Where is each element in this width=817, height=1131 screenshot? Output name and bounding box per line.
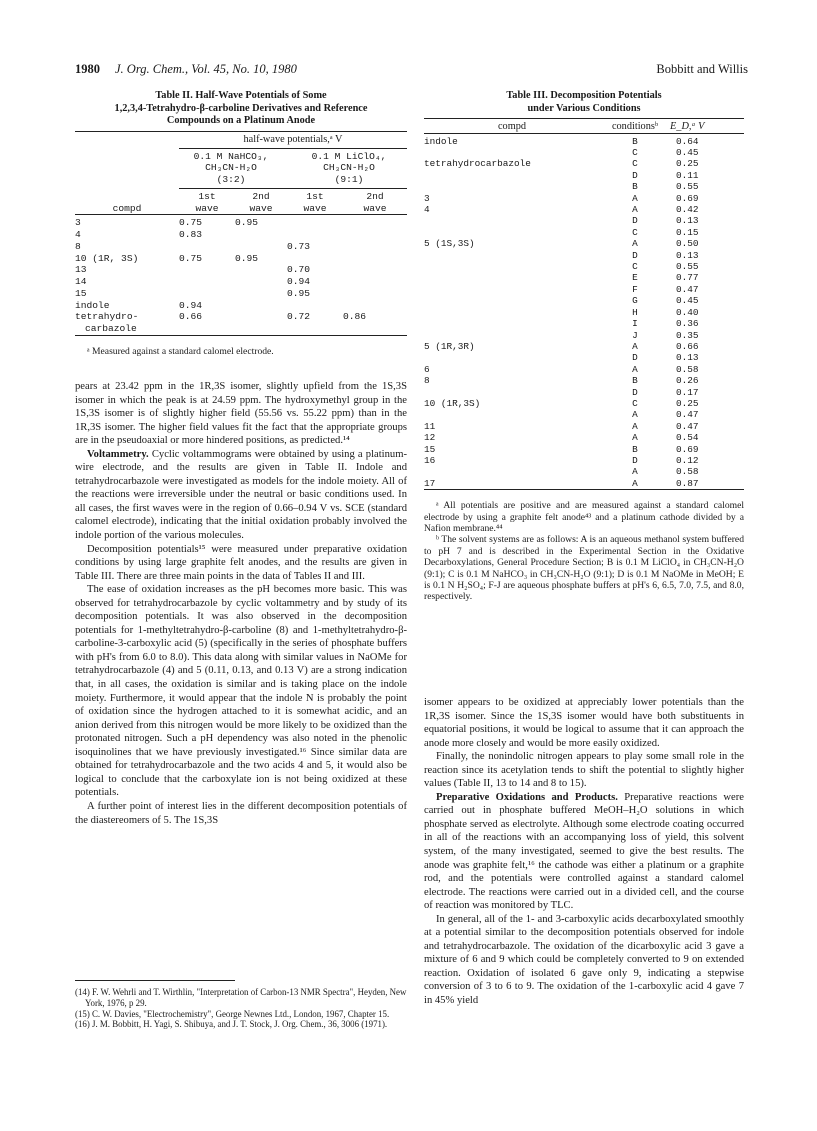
compd-cell <box>424 227 600 238</box>
table-row <box>424 432 744 443</box>
table-row <box>424 170 744 181</box>
table-row <box>424 352 744 363</box>
table-row: 13 0.70 <box>75 264 311 276</box>
compd-cell: 5 (1R,3R) <box>424 340 475 352</box>
compd-cell: 16 <box>424 454 436 466</box>
conditions-cell: D <box>632 454 638 466</box>
reference-item: (15) C. W. Davies, "Electrochemistry", George Newnes Ltd., London, 1967, Chapter 15. <box>75 1008 390 1019</box>
ed-cell: 0.55 <box>676 181 699 193</box>
compd-cell <box>424 215 600 226</box>
table-3-grid <box>424 121 744 494</box>
table-2-title-line: Table II. Half-Wave Potentials of Some <box>155 90 327 101</box>
conditions-cell: A <box>632 192 638 204</box>
ed-cell: 0.45 <box>676 147 699 158</box>
ed-cell: 0.77 <box>676 272 699 284</box>
ed-cell: 0.42 <box>676 204 699 216</box>
table-2-grid <box>75 134 407 340</box>
compd-cell: tetrahydrocarbazole <box>424 158 531 170</box>
table-2-title <box>75 90 407 128</box>
table-row <box>424 375 744 386</box>
conditions-cell: A <box>632 363 638 375</box>
table-row <box>424 272 744 283</box>
conditions-cell: C <box>632 261 638 273</box>
table-row <box>424 455 744 466</box>
conditions-cell: D <box>632 215 638 227</box>
conditions-cell: H <box>632 306 638 318</box>
compd-cell <box>424 387 600 398</box>
table-row <box>424 158 744 169</box>
conditions-cell: C <box>632 147 638 158</box>
table-row <box>424 307 744 318</box>
conditions-cell: J <box>632 329 638 341</box>
compd-cell: 12 <box>424 432 436 444</box>
ed-cell: 0.66 <box>676 340 699 352</box>
paragraph: isomer appears to be oxidized at appreciably lower potentials than the 1R,3S isomer. Since the 1S,3S isomer would have both substituents in equatorial positions, it would be logical to assume that it can approach the anode more closely and would be more easily oxidized. <box>424 697 744 749</box>
compd-cell <box>424 261 600 272</box>
compd-cell <box>424 272 600 283</box>
conditions-cell: E <box>632 272 638 284</box>
ed-cell: 0.13 <box>676 352 699 364</box>
ed-cell: 0.45 <box>676 295 699 307</box>
table-row: 10 (1R, 3S) 0.75 0.95 <box>75 252 259 264</box>
table-row: indole 0.94 <box>75 299 203 311</box>
paragraph: A further point of interest lies in the different decomposition potentials of the diastereomers of 5. The 1S,3S <box>75 800 407 826</box>
table-row <box>424 238 744 249</box>
compd-cell <box>424 330 600 341</box>
compd-cell <box>424 147 600 158</box>
table-row <box>424 318 744 329</box>
ed-header: E_D,ᵃ V <box>670 121 705 133</box>
ed-cell: 0.58 <box>676 466 699 478</box>
conditions-cell: A <box>632 420 638 432</box>
conditions-cell: A <box>632 432 638 444</box>
potentials-span-header: half-wave potentials,ᵃ V <box>179 134 407 148</box>
table-row <box>424 387 744 398</box>
wave-header: 1st wave <box>303 190 327 214</box>
paragraph: Preparative Oxidations and Products. Preparative reactions were carried out in phosphate buffered MeOH–H₂O solutions in which phosphate served as electrolyte. Although some electrode coating occurred in all of the reactions with an accompanying loss of yield, this solvent system, of the many investigated, seemed to give the best results. The anode was graphite felt,¹⁶ the cathode was either a platinum or a graphite rod, and the potentials were controlled against a standard calomel electrode. The reactions were carried out in a divided cell, and the course of reaction was monitored by TLC. <box>424 791 744 912</box>
footnote-b: ᵇ The solvent systems are as follows: A is an aqueous methanol system buffered to pH 7 and is described in the Experimental Section in the Oxidative Decarboxylations, General Procedure Section; B is 0.1 M LiClO₄ in CH₃CN-H₂O (9:1); C is 0.1 M NaHCO₃ in CH₃CN-H₂O (9:1); D is 0.1 M NaOMe in MeOH; E is 0.1 N H₂SO₄; F-J are aqueous phosphate buffers at pH's 6, 6.5, 7.0, 7.5, and 8.0, respectively. <box>424 534 744 603</box>
condition-nahco3-header: 0.1 M NaHCO₃, CH₃CN-H₂O (3:2) <box>179 148 287 188</box>
conditions-cell: D <box>632 352 638 364</box>
conditions-cell: A <box>632 204 638 216</box>
conditions-cell: B <box>632 443 638 455</box>
table-row <box>424 181 744 192</box>
ed-cell: 0.69 <box>676 443 699 455</box>
compd-header: compd <box>112 202 142 214</box>
conditions-header: conditionsᵇ <box>611 121 659 133</box>
conditions-cell: C <box>632 158 638 170</box>
ed-cell: 0.13 <box>676 249 699 261</box>
ed-cell: 0.58 <box>676 363 699 375</box>
conditions-cell: A <box>632 466 638 478</box>
compd-cell <box>424 295 600 306</box>
table-3-title <box>424 90 744 115</box>
ed-cell: 0.47 <box>676 409 699 421</box>
ed-cell: 0.25 <box>676 158 699 170</box>
paragraph: Voltammetry. Cyclic voltammograms were obtained by using a platinum-wire electrode, and the results are given in Table II. Indole and tetrahydrocarbazole were investigated as models for the indole moiety. All of the reactions were irreversible under the neutral or basic conditions used. In all cases, the first waves were in the region of 0.66–0.94 V vs. SCE (standard calomel electrode), indicating that the initial oxidation probably involved the indole portion of the various molecules. <box>75 448 407 542</box>
table-row <box>424 284 744 295</box>
table-row <box>424 204 744 215</box>
compd-cell <box>424 250 600 261</box>
table-row <box>424 147 744 158</box>
section-heading-voltammetry: Voltammetry. <box>87 448 149 460</box>
compd-cell <box>424 409 600 420</box>
compd-cell <box>424 318 600 329</box>
table-3-title-line: under Various Conditions <box>527 102 641 114</box>
table-row: tetrahydro- 0.66 0.72 0.86 <box>75 311 367 323</box>
table-row <box>424 215 744 226</box>
table-2 <box>75 90 407 357</box>
footnote-a: ᵃ All potentials are positive and are measured against a standard calomel electrode by using a graphite felt anode⁴³ and a platinum cathode divided by a Nafion membrane.⁴⁴ <box>424 500 744 534</box>
conditions-cell: B <box>632 181 638 193</box>
table-row <box>424 398 744 409</box>
compd-cell: 4 <box>424 204 430 216</box>
ed-cell: 0.47 <box>676 283 699 295</box>
left-column-text <box>75 380 407 827</box>
paragraph: Finally, the nonindolic nitrogen appears to play some small role in the reaction since its acetylation tends to shift the potential to slightly higher values (Table II, 13 to 14 and 8 to 15). <box>424 751 744 790</box>
table-row: 4 0.83 <box>75 229 203 241</box>
conditions-cell: B <box>632 135 638 147</box>
table-row <box>424 444 744 455</box>
table-row <box>424 466 744 477</box>
conditions-cell: D <box>632 249 638 261</box>
compd-cell <box>424 170 600 181</box>
conditions-cell: I <box>632 318 638 330</box>
table-2-title-line: 1,2,3,4-Tetrahydro-β-carboline Derivatives and Reference <box>114 102 368 114</box>
conditions-cell: A <box>632 477 638 489</box>
paragraph: pears at 23.42 ppm in the 1R,3S isomer, slightly upfield from the 1S,3S isomer in which the peak is at 24.59 ppm. The hydroxymethyl group in the 1S,3S isomer is of slightly higher field (55.56 vs. 55.22 ppm) than in the 1R,3S isomer. The higher field values fit the fact that the appropriate groups are in the pseudoaxial or more hindered positions, as predicted.¹⁴ <box>75 381 407 447</box>
table-3 <box>424 90 744 603</box>
journal-citation: J. Org. Chem., Vol. 45, No. 10, 1980 <box>115 62 297 76</box>
compd-cell: 8 <box>424 375 430 387</box>
right-column-text <box>424 696 744 1008</box>
conditions-cell: G <box>632 295 638 307</box>
condition-liclo4-header: 0.1 M LiClO₄, CH₃CN-H₂O (9:1) <box>287 148 407 188</box>
section-heading-preparative: Preparative Oxidations and Products. <box>436 791 618 803</box>
conditions-cell: A <box>632 409 638 421</box>
ed-cell: 0.25 <box>676 397 699 409</box>
ed-cell: 0.47 <box>676 420 699 432</box>
conditions-cell: C <box>632 397 638 409</box>
compd-cell <box>424 181 600 192</box>
table-row <box>424 478 744 490</box>
wave-header: 1st wave <box>195 190 219 214</box>
ed-cell: 0.69 <box>676 192 699 204</box>
ed-cell: 0.50 <box>676 238 699 250</box>
table-2-footnote: ᵃ Measured against a standard calomel electrode. <box>87 345 274 357</box>
reference-item: (16) J. M. Bobbitt, H. Yagi, S. Shibuya, and J. T. Stock, J. Org. Chem., 36, 3006 (1971). <box>75 1019 388 1030</box>
conditions-cell: F <box>632 283 638 295</box>
table-row <box>424 409 744 420</box>
reference-item: (14) F. W. Wehrli and T. Wirthlin, "Interpretation of Carbon-13 NMR Spectra", Heyden, New York, 1976, p 29. <box>75 987 407 1008</box>
table-row <box>424 330 744 341</box>
ed-cell: 0.54 <box>676 432 699 444</box>
table-3-title-line: Table III. Decomposition Potentials <box>506 90 662 101</box>
table-row <box>424 341 744 352</box>
table-row <box>424 193 744 204</box>
compd-cell: 6 <box>424 363 430 375</box>
page-number: 1980 <box>75 62 100 76</box>
table-row: 8 0.73 <box>75 240 311 252</box>
compd-cell: indole <box>424 135 458 147</box>
compd-header: compd <box>497 121 527 133</box>
conditions-cell: A <box>632 340 638 352</box>
ed-cell: 0.13 <box>676 215 699 227</box>
ed-cell: 0.12 <box>676 454 699 466</box>
compd-cell <box>424 466 600 477</box>
paragraph: In general, all of the 1- and 3-carboxylic acids decarboxylated smoothly at a potential similar to the decomposition potentials observed for indole and tetrahydrocarbazole. The oxidation of the dicarboxylic acid 3 gave a mixture of 6 and 9 which could be completely converted to 9 on extended reaction. Oxidation of isolated 6 gave only 9, indicating a stepwise conversion of 3 to 6 to 9. The oxidation of the 1-carboxylic acid 4 gave 7 in 45% yield <box>424 913 744 1007</box>
conditions-cell: D <box>632 169 638 181</box>
ed-cell: 0.87 <box>676 477 699 489</box>
table-row: 14 0.94 <box>75 276 311 288</box>
references <box>75 980 407 1030</box>
table-row <box>424 227 744 238</box>
table-row <box>424 261 744 272</box>
ed-cell: 0.64 <box>676 135 699 147</box>
table-2-title-line: Compounds on a Platinum Anode <box>166 115 316 127</box>
compd-cell <box>424 284 600 295</box>
compd-cell <box>424 307 600 318</box>
compd-cell: 11 <box>424 420 436 432</box>
running-authors: Bobbitt and Willis <box>656 62 748 76</box>
compd-cell: 3 <box>424 192 430 204</box>
paragraph: Decomposition potentials¹⁵ were measured under preparative oxidation conditions by using large graphite felt anodes, and the results are given in Table III. There are three main points in the data of Tables II and III. <box>75 543 407 582</box>
ed-cell: 0.55 <box>676 261 699 273</box>
wave-header: 2nd wave <box>249 190 273 214</box>
ed-cell: 0.11 <box>676 169 699 181</box>
conditions-cell: A <box>632 238 638 250</box>
table-row <box>424 250 744 261</box>
table-row <box>424 136 744 147</box>
table-row <box>424 295 744 306</box>
table-row <box>424 364 744 375</box>
conditions-cell: C <box>632 226 638 238</box>
ed-cell: 0.35 <box>676 329 699 341</box>
ed-cell: 0.36 <box>676 318 699 330</box>
compd-cell: 15 <box>424 443 436 455</box>
ed-cell: 0.15 <box>676 226 699 238</box>
wave-header: 2nd wave <box>363 190 387 214</box>
table-row <box>424 421 744 432</box>
ed-cell: 0.40 <box>676 306 699 318</box>
ed-cell: 0.17 <box>676 386 699 398</box>
ed-cell: 0.26 <box>676 375 699 387</box>
table-row: 3 0.75 0.95 <box>75 217 259 229</box>
compd-cell: 10 (1R,3S) <box>424 397 481 409</box>
compd-cell <box>424 352 600 363</box>
table-3-footnotes <box>424 500 744 603</box>
table-row: 15 0.95 <box>75 287 311 299</box>
paragraph: The ease of oxidation increases as the pH becomes more basic. This was observed for tetrahydrocarbazole by cyclic voltammetry and by study of its decomposition potentials. It was also observed in the decomposition potentials for 1-methyltetrahydro-β-carboline (8) and 1-methyltetrahydro-β-carboline-3-carboxylic acid (5) (specifically in the series of phosphate buffers with pH's from 6.0 to 8.0). This data along with similar values in NaOMe for tetrahydrocarbazole (4) and 5 (0.11, 0.13, and 0.13 V) are a strong indication that, in all cases, the oxidation is similar and is taking place on the indole moiety. Furthermore, it would appear that the indole N is probably the point of oxidation since the hydrogen attached to it is somewhat acidic, and an anion derived from this nitrogen would be more likely to be oxidized than the protonated nitrogen. Such a pH dependency was also noted in the phenolic isoquinolines that we have previously investigated.¹⁶ Since similar data are obtained for tetrahydrocarbazole and the two acids 4 and 5, it would also be logical to conclude that the carboxylate ion is not being oxidized at these potentials. <box>75 584 407 799</box>
table-row: carbazole <box>85 323 137 335</box>
compd-cell: 17 <box>424 477 436 489</box>
conditions-cell: B <box>632 375 638 387</box>
compd-cell: 5 (1S,3S) <box>424 238 475 250</box>
conditions-cell: D <box>632 386 638 398</box>
